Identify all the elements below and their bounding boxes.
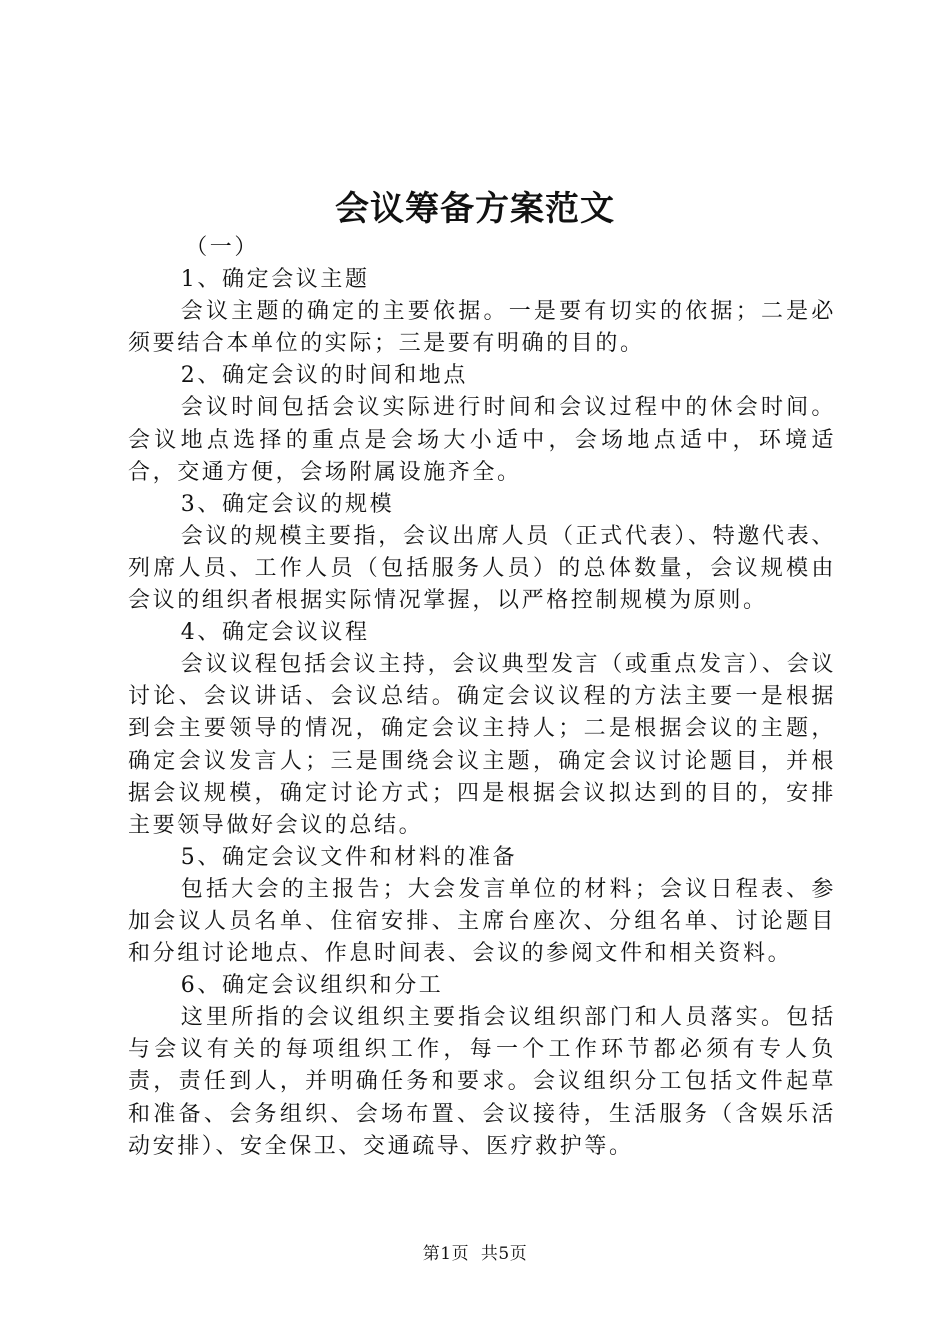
page-footer <box>0 1242 950 1266</box>
page-number-label: 第1页 共5页 <box>422 1244 528 1264</box>
section-heading-1: 1、确定会议主题 <box>180 267 370 293</box>
section-heading-4: 4、确定会议议程 <box>180 620 370 646</box>
section-heading-6: 6、确定会议组织和分工 <box>180 973 444 999</box>
section-heading-5: 5、确定会议文件和材料的准备 <box>180 844 518 870</box>
section-body-4: 会议议程包括会议主持，会议典型发言（或重点发言）、会议讨论、会议讲话、会议总结。确定会议议程的方法主要一是根据到会主要领导的情况，确定会议主持人；二是根据会议的主题，确定会议发言人；三是围绕会议主题，确定会议讨论题目，并根据会议规模，确定讨论方式；四是根据会议拟达到的目的，安排主要领导做好会议的总结。 <box>128 652 836 838</box>
document-title: 会议筹备方案范文 <box>335 189 615 229</box>
section-body-2: 会议时间包括会议实际进行时间和会议过程中的休会时间。会议地点选择的重点是会场大小适中，会场地点适中，环境适合，交通方便，会场附属设施齐全。 <box>128 395 836 485</box>
section-heading-2: 2、确定会议的时间和地点 <box>180 363 468 389</box>
section-body-5: 包括大会的主报告；大会发言单位的材料；会议日程表、参加会议人员名单、住宿安排、主席台座次、分组名单、讨论题目和分组讨论地点、作息时间表、会议的参阅文件和相关资料。 <box>128 876 836 967</box>
section-body-1: 会议主题的确定的主要依据。一是要有切实的依据；二是必须要结合本单位的实际；三是要有明确的目的。 <box>128 299 836 357</box>
section-body-3: 会议的规模主要指，会议出席人员（正式代表）、特邀代表、列席人员、工作人员（包括服务人员）的总体数量，会议规模由会议的组织者根据实际情况掌握，以严格控制规模为原则。 <box>128 523 836 614</box>
section-heading-3: 3、确定会议的规模 <box>180 491 395 517</box>
document-body <box>128 232 836 1163</box>
section-body-6: 这里所指的会议组织主要指会议组织部门和人员落实。包括与会议有关的每项组织工作，每一个工作环节都必须有专人负责，责任到人，并明确任务和要求。会议组织分工包括文件起草和准备、会务组织、会场布置、会议接待，生活服务（含娱乐活动安排）、安全保卫、交通疏导、医疗救护等。 <box>128 1005 836 1159</box>
part-marker: （一） <box>185 235 259 260</box>
